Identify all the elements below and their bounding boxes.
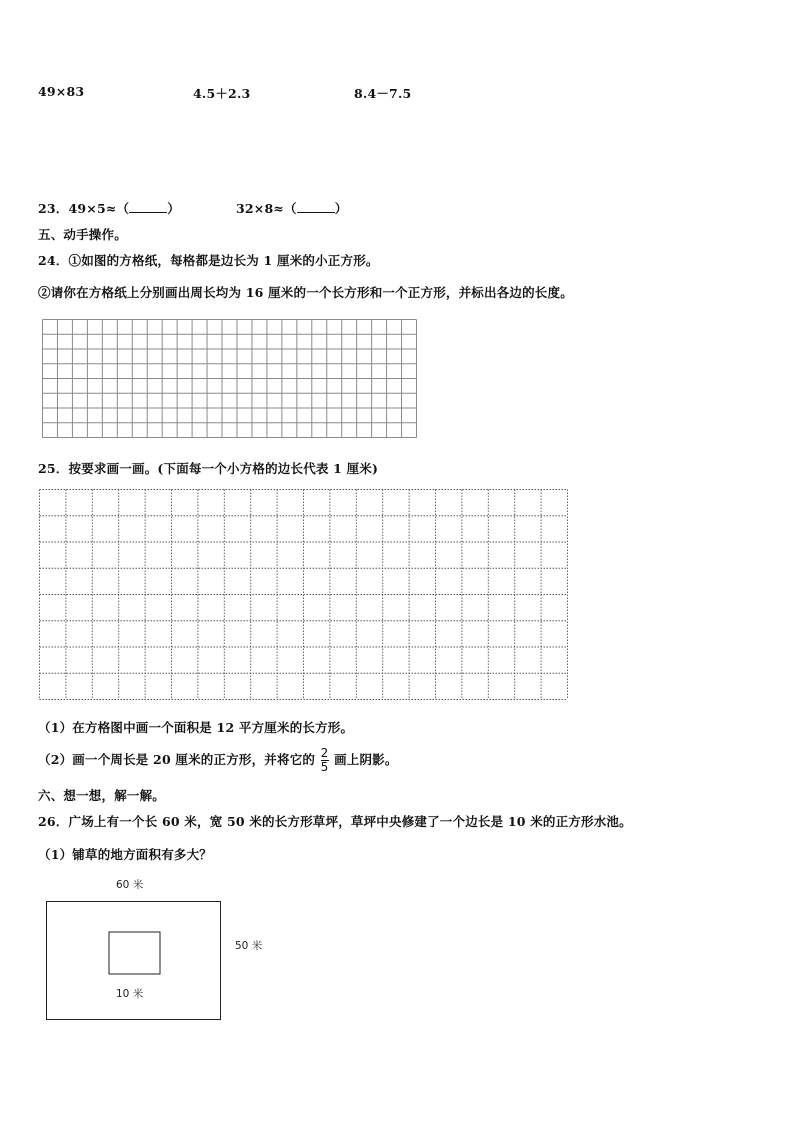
lawn-width-label: 50 米 [235, 940, 263, 952]
answer-blank-1[interactable] [129, 201, 167, 213]
fraction-two-fifths [321, 747, 329, 774]
calc-item-1: 49×83 [38, 84, 85, 99]
calc-item-3: 8.4－7.5 [354, 86, 412, 101]
q25-sub-2 [38, 747, 398, 774]
pool-square [109, 932, 160, 974]
section-5-heading: 五、动手操作。 [38, 227, 127, 242]
q26-title: 26．广场上有一个长 60 米，宽 50 米的长方形草坪，草坪中央修建了一个边长是 10 米的正方形水池。 [38, 814, 632, 829]
q25-dotted-grid[interactable] [39, 489, 569, 701]
lawn-diagram [46, 901, 222, 1021]
calc-item-2: 4.5＋2.3 [193, 86, 251, 101]
fraction-denominator: 5 [320, 760, 329, 774]
question-23 [38, 199, 180, 217]
q26-sub-1: （1）铺草的地方面积有多大？ [38, 847, 212, 862]
lawn-length-label: 60 米 [116, 879, 144, 891]
q23-part-2-label: 32×8≈（ [236, 201, 297, 216]
pool-side-label: 10 米 [116, 988, 144, 1000]
q23-label: 23．49×5≈（ [38, 201, 130, 216]
q25-sub-1: （1）在方格图中画一个面积是 12 平方厘米的长方形。 [38, 720, 354, 735]
q24-square-grid[interactable] [42, 319, 418, 439]
q25-sub-2-after: 画上阴影。 [334, 752, 398, 767]
question-23-part-2 [236, 199, 347, 217]
q23-close-1: ） [167, 201, 180, 216]
fraction-numerator: 2 [320, 746, 329, 760]
q25-sub-2-before: （2）画一个周长是 20 厘米的正方形，并将它的 [38, 752, 316, 767]
q23-close-2: ） [334, 201, 348, 216]
lawn-rectangle [47, 902, 221, 1020]
q24-line-2: ②请你在方格纸上分别画出周长均为 16 厘米的一个长方形和一个正方形，并标出各边的长度。 [38, 285, 573, 300]
q25-title: 25．按要求画一画。(下面每一个小方格的边长代表 1 厘米) [38, 461, 379, 476]
section-6-heading: 六、想一想，解一解。 [38, 788, 166, 803]
answer-blank-2[interactable] [297, 201, 335, 213]
q24-line-1: 24．①如图的方格纸，每格都是边长为 1 厘米的小正方形。 [38, 253, 379, 268]
